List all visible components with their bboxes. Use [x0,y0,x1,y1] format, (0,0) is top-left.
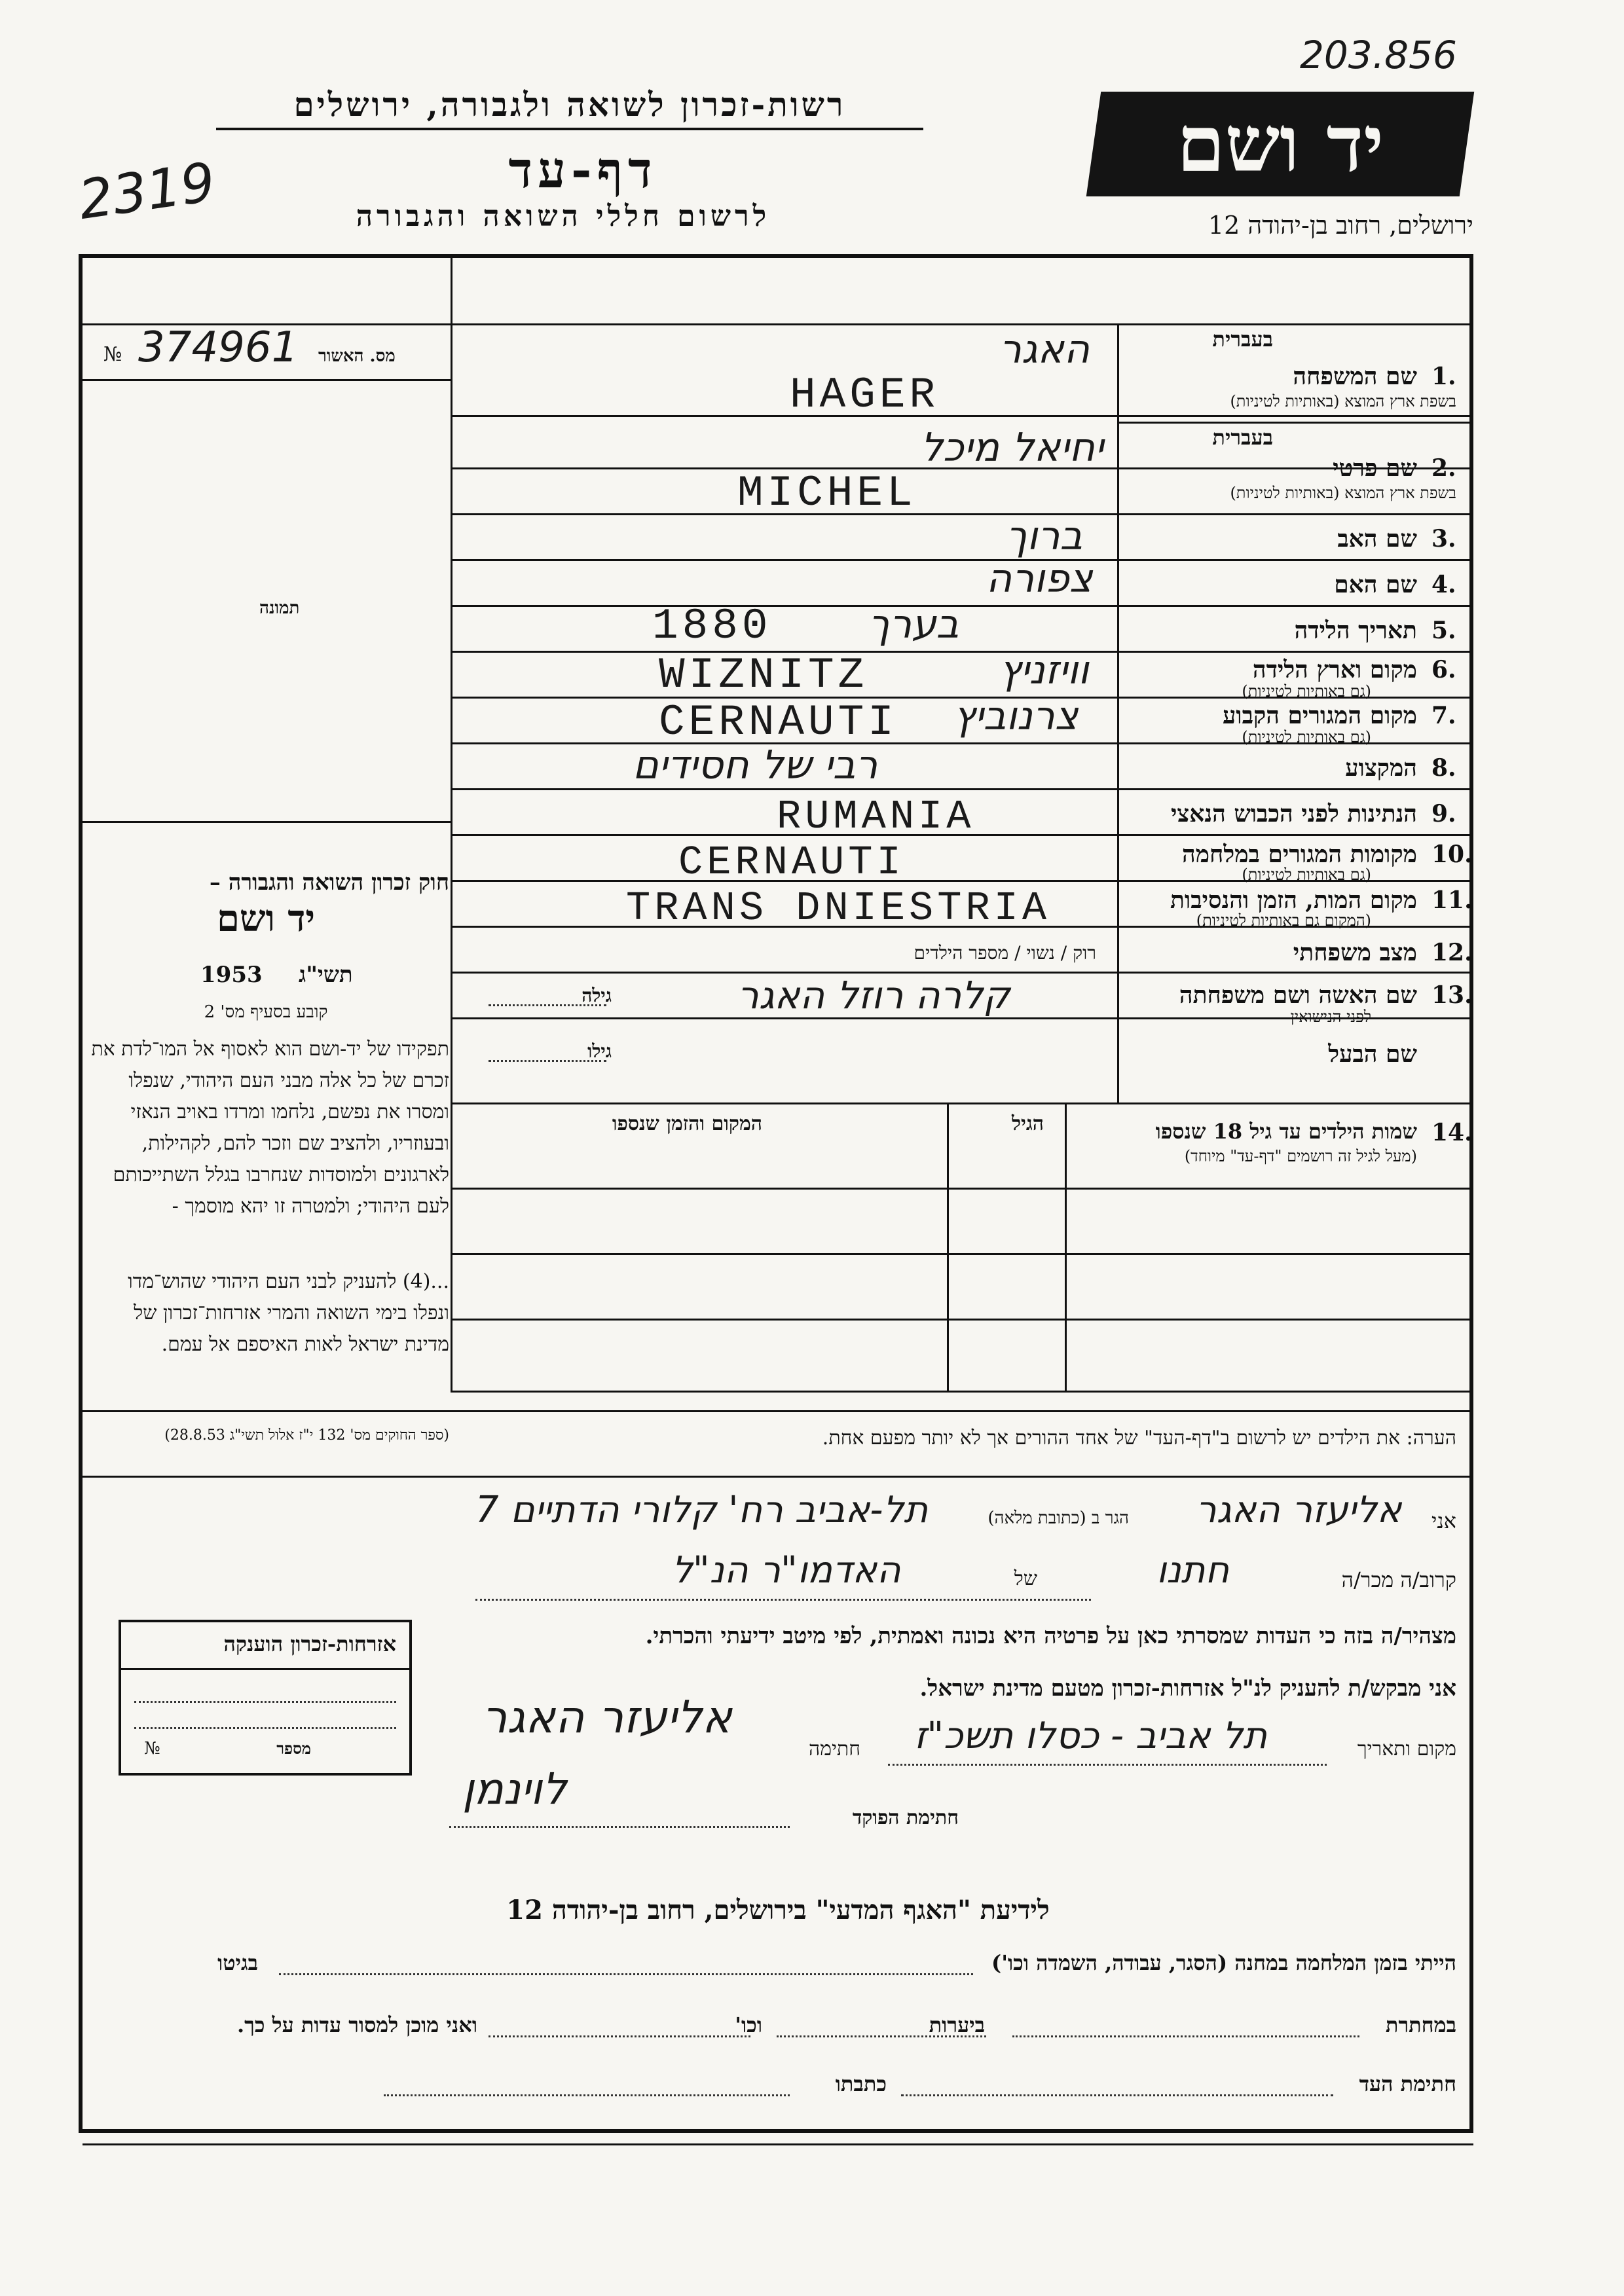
footer-camp-line [279,1973,973,1975]
children-row-line [451,1319,1473,1321]
form-subtitle: לרשום חללי השואה והגבורה [356,200,771,233]
field-label-death-place: מקום המות, הזמן והנסיבות [1170,886,1417,914]
row-line [451,415,1473,417]
footer-ghetto-label: בגיטו [217,1950,258,1975]
field-number: 13. [1431,981,1473,1009]
children-row-line [451,1253,1473,1255]
field-sub-latin: (גם באותיות לטיניות) [1242,682,1371,701]
declarant-address: תל-אביב רח' קלורי הדתיים 7 [475,1489,929,1531]
husband-age-label: גילו [587,1040,612,1062]
citizenship-box [119,1620,412,1776]
field-number: 6. [1431,656,1456,683]
footer-underground-line [1012,2035,1359,2037]
citizenship-number-label: מספר [276,1739,311,1758]
note: הערה: את הילדים יש לרשום ב"דף-העד" של אחד ההורים אך לא יותר מפעם אחת. [822,1427,1456,1449]
row-line [451,605,1473,607]
left-column-divider [451,258,452,1102]
photo-placeholder: תמונה [259,598,300,618]
row-line [451,788,1473,790]
box-line [121,1668,409,1670]
birth-year: 1880 [652,602,772,651]
birth-date-approx: בערך [868,602,959,647]
wife-name: קלרה רוזל האגר [737,973,1010,1017]
law-paragraph-1: תפקידו של יד-ושם הוא לאסוף אל המו־לדת את זכרם של כל אלה מבני העם היהודי, שנפלו ומסרו את נפשם, נלחמו ומרדו באויב הנאזי ובעוזריו, ולהציב שם וזכר להם, לקהילות, לארגונים ולמוסדות שנחרבו בגלל השתייכותם לעם היהודי; ולמטרה זו יהא מוסמך - [91,1038,449,1218]
law-title: חוק זכרון השואה והגבורה – [209,869,449,896]
field-sub-latin: (גם באותיות לטיניות) [1242,866,1371,884]
field-number: 1. [1431,363,1456,390]
children-col-divider [451,1102,452,1391]
handwritten-file-number: 2319 [75,151,219,232]
form-title: דף-עד [508,141,657,199]
field-number: 4. [1431,571,1456,598]
approval-bottom-line [83,379,451,381]
field-label-nationality: הנתינות לפני הכבוש הנאצי [1170,800,1417,828]
field-number: 7. [1431,702,1456,729]
signature-label: חתימה [809,1738,860,1760]
field-number: 8. [1431,754,1456,782]
field-label-first-name: שם פרטי [1333,454,1417,482]
section-line [83,1410,1473,1412]
field-number: 11. [1431,886,1473,914]
children-col-place: המקום והזמן שנספו [612,1112,762,1135]
field-label-father: שם האב [1337,525,1417,553]
family-name-latin: HAGER [790,371,940,420]
footer-witness-line [901,2094,1333,2096]
form-frame [79,254,1473,2133]
field-label-wartime-residence: מקומות המגורים במלחמה [1182,841,1417,868]
field-number: 12. [1431,939,1473,966]
decl-statement: מצהיר/ה בזה כי העדות שמסרתי כאן על פרטיה היא נכונה ואמתית, לפי מיטב ידיעתי והכרתי. [645,1623,1456,1649]
footer-address-label: כתבתו [835,2071,887,2096]
place-date: תל אביב - כסלו תשכ"ז [914,1715,1268,1757]
field-label-profession: המקצוע [1345,754,1417,782]
row-line [451,513,1473,515]
field-number: 10. [1431,841,1473,868]
section-line [83,1476,1473,1478]
nationality: RUMANIA [777,793,975,840]
field-number: 5. [1431,617,1456,644]
field-number: 3. [1431,525,1456,553]
field-label-marital-status: מצב משפחתי [1293,939,1417,966]
office-address: ירושלים, רחוב בן-יהודה 12 [1208,211,1473,240]
mother-name: צפורה [986,556,1093,602]
relation-line [475,1599,1091,1601]
children-sub: (מעל לגיל זה רושמים "דף-עד" מיוחד) [1184,1147,1417,1165]
field-label-birthplace: מקום וארץ הלידה [1252,656,1417,683]
place-date-label: מקום ותאריך [1357,1738,1456,1760]
logo-text: יד ושם [1176,98,1384,189]
children-col-age: הגיל [1011,1112,1044,1135]
residence-latin: CERNAUTI [659,698,898,747]
officer-signature: לוינמן [462,1764,567,1814]
first-name-latin: MICHEL [737,469,917,518]
field-number: 2. [1431,454,1456,482]
footer-witness-label: חתימת העד [1359,2071,1456,2096]
birthplace-hebrew: וויזניץ [999,647,1089,693]
footer-forests-label: ביערות [929,2013,985,2037]
box-line [134,1727,396,1729]
field-sub-latin: (גם באותיות לטיניות) [1242,728,1371,746]
field-tag-hebrew: בעברית [1212,327,1273,352]
decl-prefix: אני [1431,1508,1456,1533]
row-line [1117,422,1473,424]
marital-options: רוק / נשוי / מספר הילדים [913,942,1096,964]
husband-age-line [489,1060,606,1062]
family-name-hebrew: האגר [999,327,1090,373]
law-name: יד ושם [216,897,316,940]
relation: חתנו [1156,1549,1230,1592]
wartime-residence: CERNAUTI [678,839,905,886]
decl-of-label: של [1014,1567,1037,1590]
footer-title: לידיעת "האגף המדעי" בירושלים, רחוב בן-יהודה 12 [506,1895,1050,1925]
declarant-name: אליעזר האגר [1196,1489,1402,1531]
photo-bottom-line [83,821,451,823]
wife-age-label: גילה [581,985,612,1006]
approval-number: 374961 [138,323,299,372]
footer-camp-label: הייתי בזמן המלחמה במחנה (הסגר, עבודה, השמדה וכו') [991,1950,1456,1975]
children-label: שמות הילדים עד גיל 18 שנספו [1155,1119,1417,1144]
field-sub-latin: (המקום גם באותיות לטיניות) [1196,911,1371,930]
place-date-line [888,1764,1327,1766]
relation-of: האדמו"ר הנ"ל [672,1549,901,1592]
children-row-line [451,1188,1473,1190]
row-line [451,559,1473,561]
citizenship-title: אזרחות-זכרון הוענקה [223,1631,396,1656]
field-label-family-name: שם המשפחה [1293,363,1417,390]
field-sub-maiden: לפני הנישואין [1290,1008,1371,1026]
field-label-residence: מקום המגורים הקבוע [1223,702,1417,729]
field-label-mother: שם האם [1334,571,1417,598]
citizenship-number-prefix: № [144,1739,160,1758]
section-line [83,2143,1473,2145]
birthplace-latin: WIZNITZ [659,651,868,700]
decl-request: אני מבקש/ת להעניק לנ"ל אזרחות-זכרון מטעם מדינת ישראל. [919,1675,1456,1702]
approval-prefix: № [103,343,122,366]
children-row-line [451,1391,1473,1393]
officer-label: חתימת הפוקד [852,1806,959,1829]
law-year: 1953 [200,962,263,988]
first-name-hebrew: יחיאל מיכל [921,425,1104,471]
yad-vashem-logo [1086,92,1474,196]
children-col-divider [947,1102,949,1391]
field-label-wife: שם האשה ושם משפחתה [1179,981,1417,1009]
row-line [451,1102,1473,1104]
wife-age-line [489,1004,606,1006]
label-column-divider [1117,323,1119,1102]
field-sub-latin: בשפת ארץ המוצא (באותיות לטיניות) [1230,484,1456,502]
footer-address-line [384,2094,790,2096]
law-source: (ספר החוקים מס' 132 י"ז אלול תשי"ג 28.8.53) [164,1427,449,1444]
field-sub-latin: בשפת ארץ המוצא (באותיות לטיניות) [1230,392,1456,410]
field-label-husband: שם הבעל [1328,1040,1417,1068]
law-paragraph-2: ...(4) להעניק לבני העם היהודי שהוש־מדו ונפלו בימי השואה והמרי אזרחות־זכרון של מדינת ישראל לאות האיספם אל עמם. [128,1270,449,1356]
law-clause: קובע בסעיף מס' 2 [204,1002,328,1022]
death-place: TRANS DNIESTRIA [626,885,1051,932]
box-line [134,1701,396,1703]
organization-name: רשות-זכרון לשואה ולגבורה, ירושלים [216,85,923,130]
field-label-birth-date: תאריך הלידה [1294,617,1417,644]
declarant-signature: אליעזר האגר [482,1692,732,1743]
approval-label: מס. האשור [318,346,396,366]
footer-forests-line [777,2035,986,2037]
footer-etc-line [489,2035,750,2037]
officer-line [449,1826,790,1828]
children-col-divider [1065,1102,1067,1391]
father-name: ברוך [1006,513,1083,559]
field-number: 9. [1431,800,1456,828]
footer-etc-label: וכו' [735,2013,762,2037]
footer-underground-label: במחתרת [1385,2013,1456,2037]
field-number: 14. [1431,1119,1473,1146]
footer-testimony-label: ואני מוכן למסור עדות על כך. [236,2013,477,2037]
decl-address-label: הגר ב (כתובת מלאה) [987,1508,1129,1528]
row-line [451,651,1473,653]
decl-relation-label: קרוב/ה מכר/ה [1341,1567,1456,1592]
profession: רבי של חסידים [633,742,878,788]
field-tag-hebrew: בעברית [1212,425,1273,450]
archive-reference-number: 203.856 [1300,33,1457,77]
law-year-heb: תשי"ג [299,962,353,988]
residence-hebrew: צרנוביץ [953,693,1079,739]
